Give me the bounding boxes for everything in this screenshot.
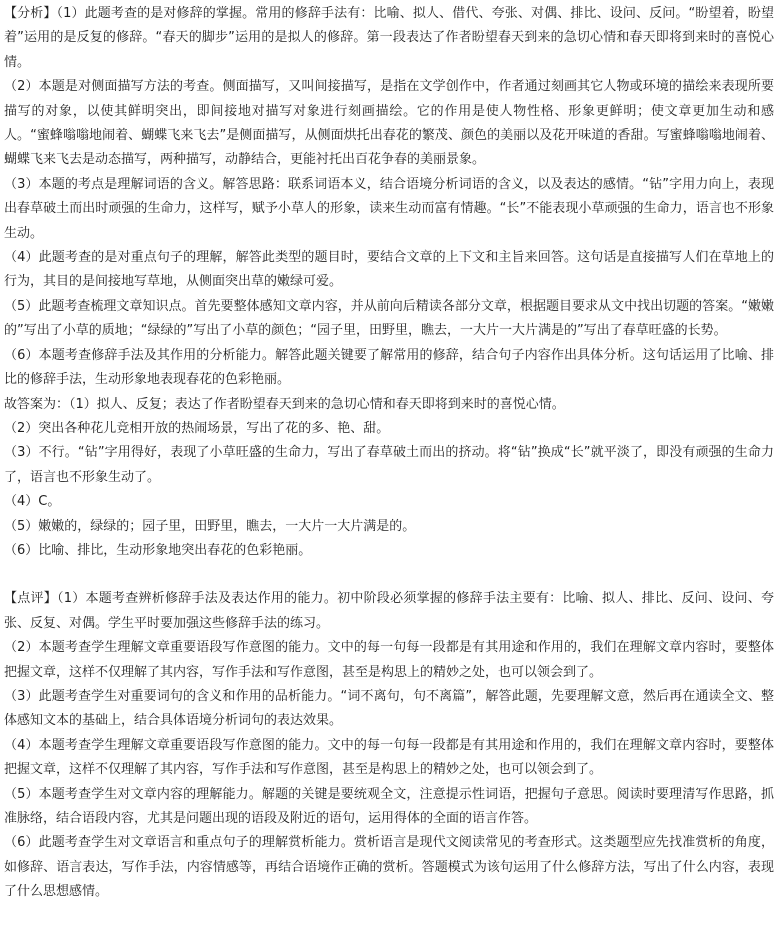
comment-paragraph-1: 【点评】（1）本题考查辨析修辞手法及表达作用的能力。初中阶段必须掌握的修辞手法主要有：比喻、拟人、排比、反问、设问、夸张、反复、对偶。学生平时要加强这些修辞手法的练习。 [4, 591, 774, 631]
analysis-paragraph-6: （6）本题考查修辞手法及其作用的分析能力。解答此题关键要了解常用的修辞，结合句子内容作出具体分析。这句话运用了比喻、排比的修辞手法，生动形象地表现春花的色彩艳丽。 [4, 347, 774, 388]
analysis-paragraph-4: （4）此题考查的是对重点句子的理解，解答此类型的题目时，要结合文章的上下文和主旨来回答。这句话是直接描写人们在草地上的行为，其目的是间接地写草地，从侧面突出草的嫩绿可爱。 [4, 250, 774, 290]
analysis-paragraph-1: 【分析】（1）此题考查的是对修辞的掌握。常用的修辞手法有：比喻、拟人、借代、夸张、对偶、排比、设问、反问。“盼望着，盼望着”运用的是反复的修辞。“春天的脚步”运用的是拟人的修辞。第一段表达了作者盼望春天到来的急切心情和春天即将到来时的喜悦心情。 [4, 6, 774, 70]
analysis-paragraph-5: （5）此题考查梳理文章知识点。首先要整体感知文章内容，并从前向后精读各部分文章，根据题目要求从文中找出切题的答案。“嫩嫩的”写出了小草的质地；“绿绿的”写出了小草的颜色；“园子里，田野里，瞧去，一大片一大片满是的”写出了春草旺盛的长势。 [4, 298, 774, 339]
comment-paragraph-4: （4）本题考查学生理解文章重要语段写作意图的能力。文中的每一句每一段都是有其用途和作用的，我们在理解文章内容时，要整体把握文章，这样不仅理解了其内容，写作手法和写作意图，甚至是构思上的精妙之处，也可以领会到了。 [4, 737, 774, 778]
answer-paragraph-1: 故答案为：（1）拟人、反复；表达了作者盼望春天到来的急切心情和春天即将到来时的喜悦心情。 [4, 396, 565, 412]
answer-paragraph-4: （4）C。 [4, 494, 61, 510]
comment-paragraph-2: （2）本题考查学生理解文章重要语段写作意图的能力。文中的每一句每一段都是有其用途和作用的，我们在理解文章内容时，要整体把握文章，这样不仅理解了其内容，写作手法和写作意图，甚至是构思上的精妙之处，也可以领会到了。 [4, 640, 774, 680]
answer-paragraph-5: （5）嫩嫩的，绿绿的；园子里，田野里，瞧去，一大片一大片满是的。 [4, 518, 416, 534]
answer-paragraph-6: （6）比喻、排比，生动形象地突出春花的色彩艳丽。 [4, 542, 312, 558]
analysis-paragraph-2: （2）本题是对侧面描写方法的考查。侧面描写，又叫间接描写，是指在文学创作中，作者通过刻画其它人物或环境的描绘来表现所要描写的对象，以使其鲜明突出，即间接地对描写对象进行刻画描绘。它的作用是使人物性格、形象更鲜明；使文章更加生动和感人。“蜜蜂嗡嗡地闹着、蝴蝶飞来飞去”是侧面描写，从侧面烘托出春花的繁茂、颜色的美丽以及花开味道的香甜。写蜜蜂嗡嗡地闹着、蝴蝶飞来飞去是动态描写，两种描写，动静结合，更能衬托出百花争春的美丽景象。 [4, 79, 774, 168]
answer-paragraph-3: （3）不行。“钻”字用得好，表现了小草旺盛的生命力，写出了春草破土而出的挤动。将“钻”换成“长”就平淡了，即没有顽强的生命力了，语言也不形象生动了。 [4, 445, 774, 485]
analysis-section [4, 2, 774, 563]
comment-paragraph-6: （6）此题考查学生对文章语言和重点句子的理解赏析能力。赏析语言是现代文阅读常见的考查形式。这类题型应先找准赏析的角度，如修辞、语言表达，写作手法，内容情感等，再结合语境作正确的赏析。答题模式为该句运用了什么修辞方法，写出了什么内容，表现了什么思想感情。 [4, 835, 774, 900]
analysis-paragraph-3: （3）本题的考点是理解词语的含义。解答思路：联系词语本义，结合语境分析词语的含义，以及表达的感情。“钻”字用力向上，表现出春草破土而出时顽强的生命力，这样写，赋予小草人的形象，读来生动而富有情趣。“长”不能表现小草顽强的生命力，语言也不形象生动。 [4, 176, 774, 241]
answer-paragraph-2: （2）突出各种花儿竞相开放的热闹场景，写出了花的多、艳、甜。 [4, 420, 390, 436]
comment-section [4, 587, 774, 904]
comment-paragraph-3: （3）此题考查学生对重要词句的含义和作用的品析能力。“词不离句，句不离篇”，解答此题，先要理解文意，然后再在通读全文、整体感知文本的基础上，结合具体语境分析词句的表达效果。 [4, 688, 774, 729]
comment-paragraph-5: （5）本题考查学生对文章内容的理解能力。解题的关键是要统观全文，注意提示性词语，把握句子意思。阅读时要理清写作思路，抓准脉络，结合语段内容，尤其是问题出现的语段及附近的语句，运用得体的全面的语言作答。 [4, 786, 774, 826]
